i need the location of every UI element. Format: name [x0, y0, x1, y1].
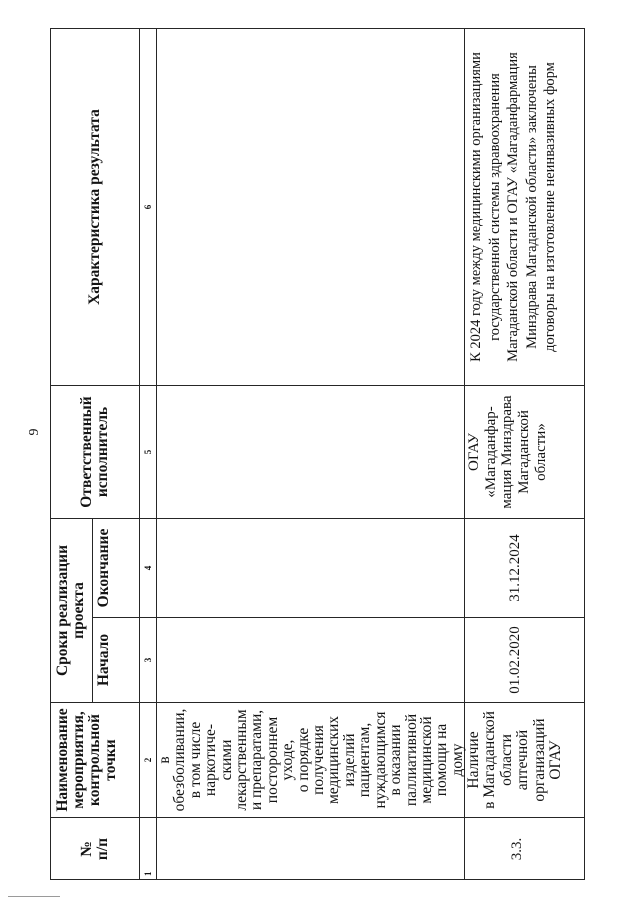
activity-name-line: изделий	[340, 733, 358, 787]
activity-name-line: области	[497, 734, 515, 786]
header-timeline	[50, 518, 93, 702]
activity-name-line: скими	[217, 739, 235, 781]
activity-name-line: наркотиче-	[202, 723, 220, 797]
rotated-table-sheet	[27, 28, 585, 880]
responsible-line: Магаданской	[516, 410, 533, 494]
row-number-label: 3.3.	[509, 837, 525, 861]
column-number-3	[140, 617, 157, 702]
column-number-2	[140, 702, 157, 817]
activity-name-line: обезболивании,	[171, 708, 189, 812]
column-number-4	[140, 518, 157, 617]
activity-name-line: Наличие	[465, 731, 482, 789]
activity-name-line: дому	[448, 743, 466, 777]
activity-name-line: ОГАУ	[547, 740, 565, 780]
row-3-3-number	[465, 817, 585, 880]
activity-name-line: помощи на	[433, 723, 451, 797]
column-number-label: 2	[143, 757, 153, 763]
responsible-line: области»	[532, 423, 549, 481]
row-continued-responsible-cell	[157, 385, 465, 518]
activity-name-line: организаций	[530, 718, 548, 802]
header-result-label: Характеристика результата	[85, 109, 103, 305]
column-number-6	[140, 28, 157, 385]
activity-name-line: лекарственным	[233, 709, 251, 811]
header-result	[50, 28, 140, 385]
header-activity-name-line: контрольной	[86, 714, 103, 806]
activity-name-line: пациентам,	[356, 722, 374, 798]
result-line: договоры на изготовление неинвазивных форм	[542, 62, 558, 352]
header-activity-name-line: точки	[102, 739, 119, 781]
row-continued-end-cell	[157, 518, 465, 617]
activity-name-line: уходе,	[279, 739, 297, 781]
activity-name-line: медицинской	[417, 716, 435, 804]
responsible-line: ОГАУ	[466, 433, 482, 472]
header-timeline-line: проекта	[70, 582, 87, 639]
header-timeline-line: Сроки реализации	[54, 544, 71, 677]
column-number-label: 1	[143, 871, 153, 876]
activity-name-line: нуждающимся	[371, 711, 389, 809]
column-number-5	[140, 385, 157, 518]
activity-name-line: аптечной	[514, 729, 532, 791]
activity-name-line: и препаратами,	[248, 709, 266, 811]
column-number-label: 6	[143, 204, 153, 210]
column-number-label: 3	[143, 657, 153, 663]
row-3-3-result	[465, 28, 585, 385]
header-start-label: Начало	[95, 633, 112, 687]
header-responsible	[50, 385, 140, 518]
header-responsible-line: исполнитель	[93, 406, 111, 498]
row-3-3-activity-name	[465, 702, 585, 817]
header-end-label: Окончание	[95, 528, 112, 608]
header-number-line: №	[77, 841, 95, 857]
header-end	[93, 518, 140, 617]
scan-edge-line	[8, 896, 60, 897]
end-date-value: 31.12.2024	[507, 534, 523, 602]
result-line: государственной системы здравоохранения	[486, 73, 503, 341]
start-date-value: 01.02.2020	[507, 626, 523, 694]
header-number-line: п/п	[93, 837, 111, 861]
responsible-line: «Магаданфар-	[482, 406, 499, 498]
activity-name-line: о порядке	[294, 727, 312, 793]
header-activity-name	[50, 702, 140, 817]
row-continued-activity-name	[157, 702, 465, 817]
column-number-label: 5	[143, 449, 153, 455]
result-line: Минздрава Магаданской области» заключены	[523, 65, 540, 349]
header-activity-name-line: мероприятия,	[70, 711, 87, 809]
page-number: 9	[27, 428, 42, 436]
activity-name-line: в	[156, 756, 173, 764]
header-number	[50, 817, 140, 880]
row-continued-start-cell	[157, 617, 465, 702]
activity-name-line: медицинских	[325, 716, 343, 805]
activity-name-line: паллиативной	[402, 713, 420, 807]
activity-name-line: в том числе	[186, 721, 204, 799]
activity-name-line: в Магаданской	[481, 711, 499, 809]
activity-name-line: в оказании	[387, 724, 405, 796]
header-start	[93, 617, 140, 702]
responsible-line: мация Минздрава	[499, 395, 516, 509]
row-3-3-end-date	[465, 518, 585, 617]
row-3-3-start-date	[465, 617, 585, 702]
header-activity-name-line: Наименование	[54, 708, 71, 812]
row-3-3-responsible	[465, 385, 585, 518]
activity-name-line: получения	[310, 725, 328, 795]
header-responsible-line: Ответственный	[77, 396, 95, 508]
result-line: К 2024 году между медицинскими организациями	[468, 52, 484, 362]
result-line: Магаданской области и ОГАУ «Магаданфармация	[505, 52, 521, 362]
column-number-label: 4	[143, 565, 153, 571]
column-number-1	[140, 817, 157, 880]
row-continued-number-cell	[157, 817, 465, 880]
activity-name-line: постороннем	[263, 716, 281, 804]
row-continued-result-cell	[157, 28, 465, 385]
